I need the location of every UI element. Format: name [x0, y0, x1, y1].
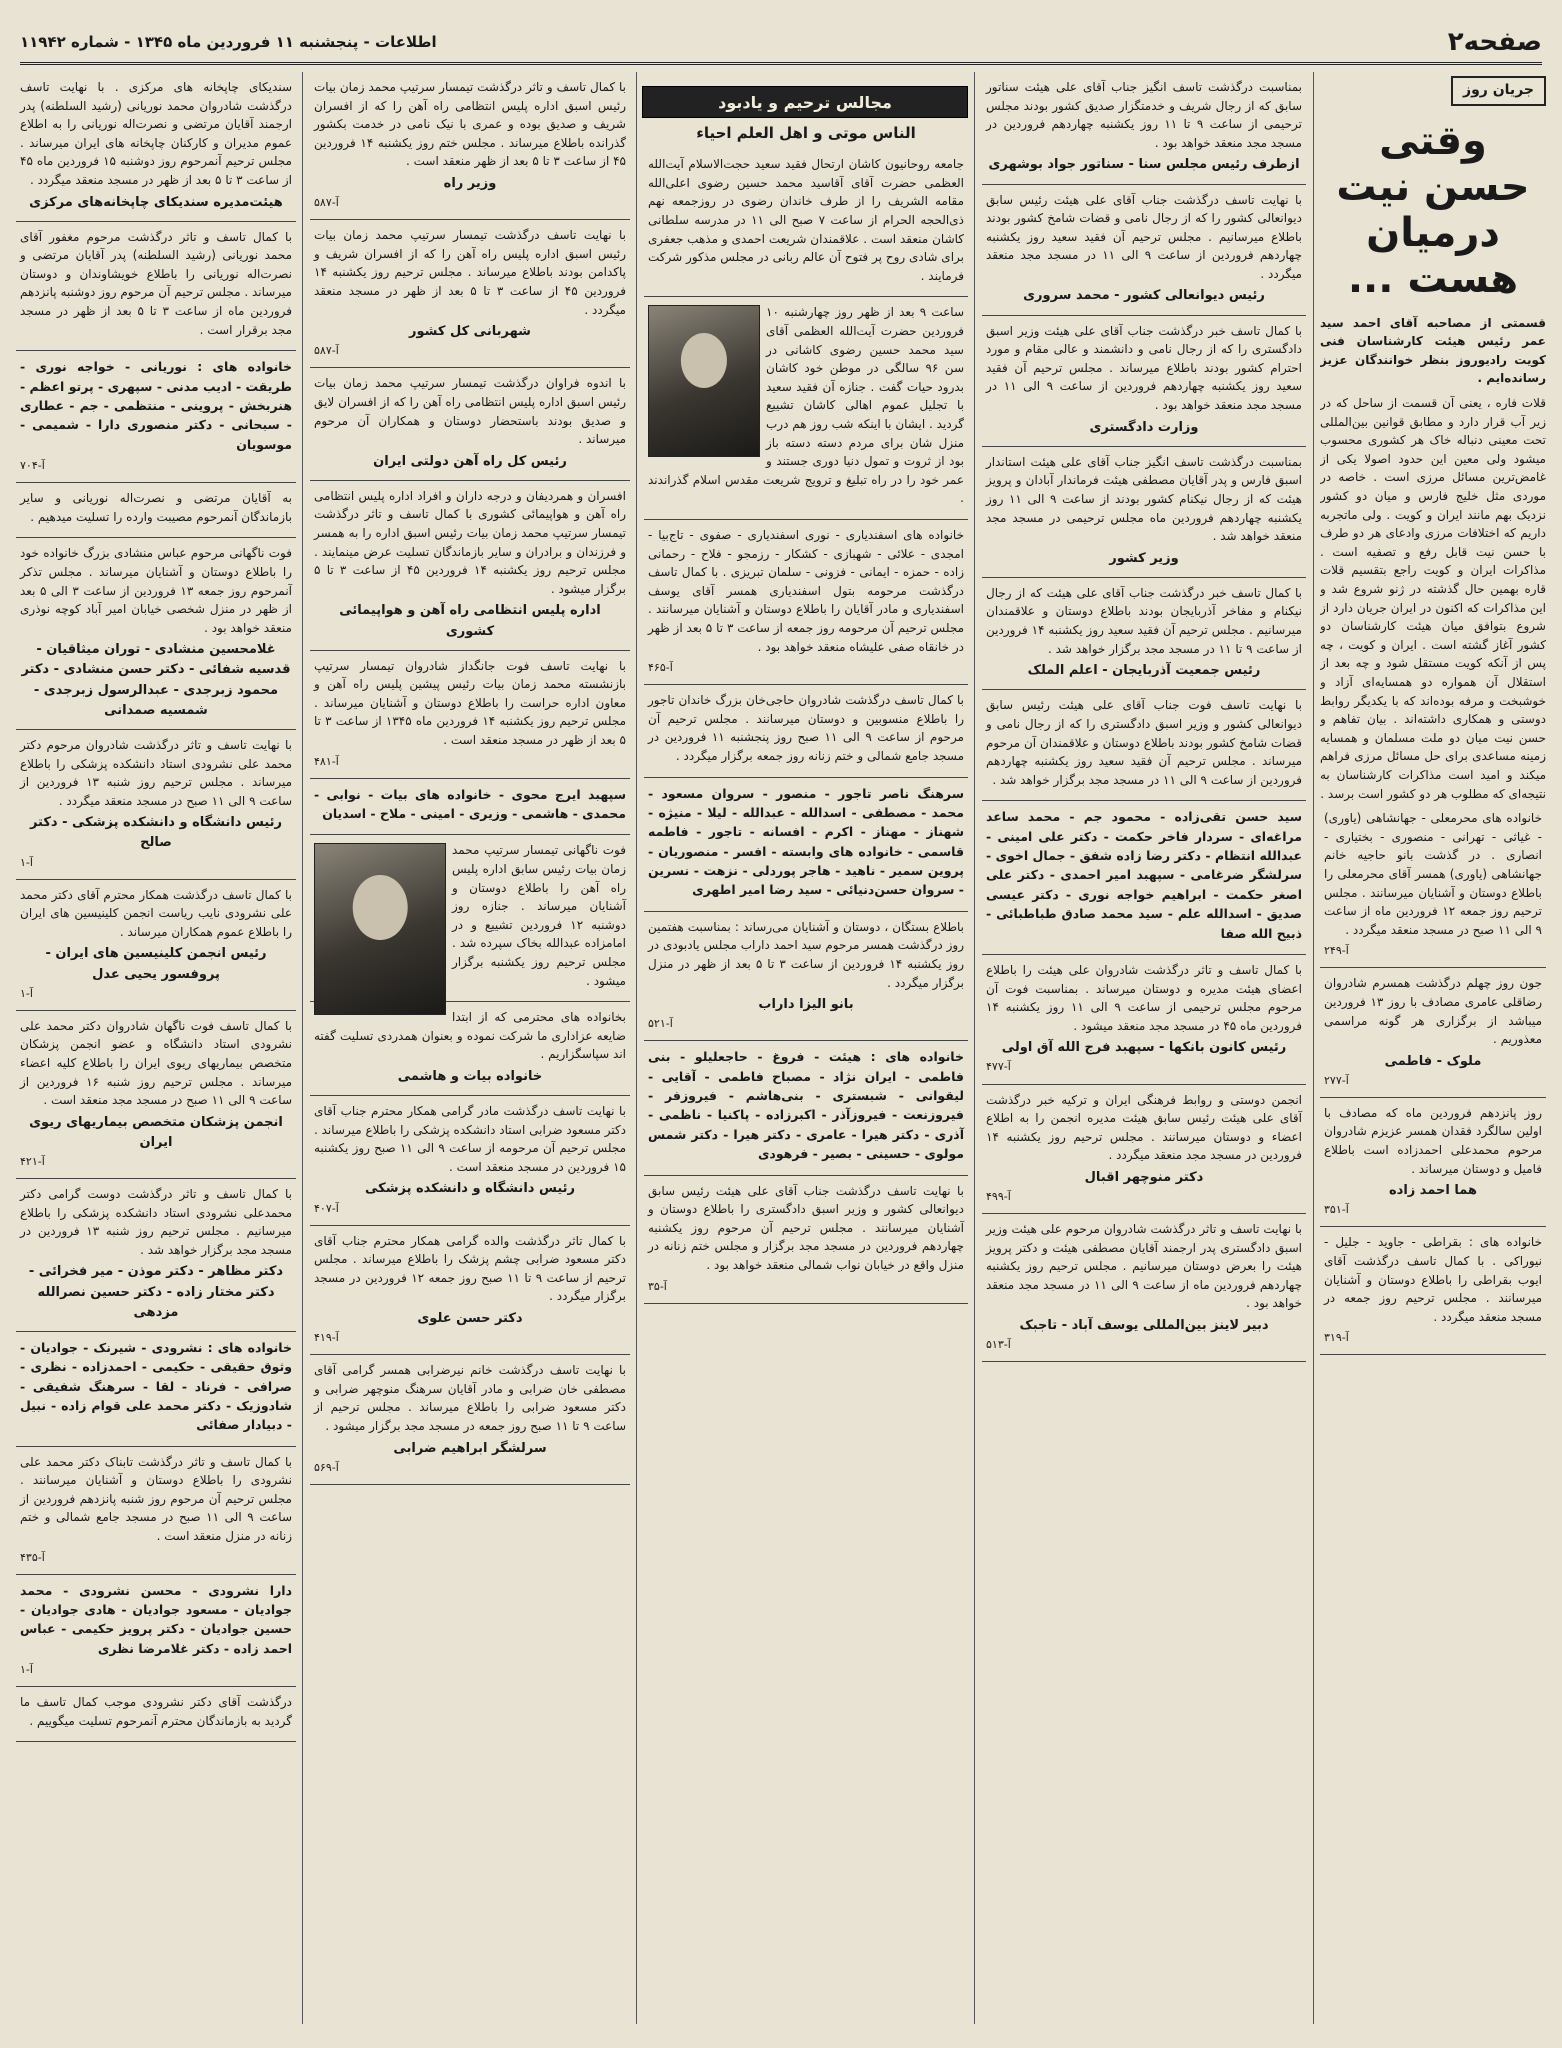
- notice: [644, 1041, 968, 1175]
- notice-signature: اداره پلیس انتظامی راه آهن و هواپیمائی کشوری: [339, 603, 601, 639]
- notice: [16, 483, 296, 538]
- notice-number: آ-۴۲۱: [20, 1154, 45, 1168]
- section-kicker: جریان روز: [1451, 76, 1546, 106]
- notice-signature: دکتر حسن علوی: [417, 1311, 523, 1327]
- notice-text: خانواده های : بقراطی - جاوید - جلیل - نیوراکی . با کمال تاسف درگذشت آقای ایوب بقراطی را باطلاع دوستان و آشنایان میرسانند . مجلس ترحیم روز جمعه در مسجد منعقد میگردد .: [1324, 1235, 1542, 1324]
- notice-signature: رئیس دانشگاه و دانشکده پزشکی - دکتر صالح: [29, 815, 283, 851]
- notice-number: آ-۵۱۳: [986, 1338, 1011, 1352]
- notice-text: با کمال تاسف خبر درگذشت جناب آقای علی هیئت که از رجال نیکنام و مفاخر آذربایجان بودند باطلاع دوستان و علاقمندان میرسانیم . مجلس ترحیم آن فقید سعید روز یکشنبه ۱۴ فروردین از ساعت ۹ تا ۱۱ در مسجد مجد برگزار خواهد شد .: [986, 585, 1302, 656]
- notice-number: آ-۵۲۱: [648, 1017, 673, 1031]
- notice-text: به آقایان مرتضی و نصرت‌اله نوریانی و سایر بازماندگان آنمرحوم مصیبت وارده را تسلیت میدهیم .: [20, 491, 292, 524]
- notice-number: آ-۳۵۱: [1324, 1203, 1349, 1217]
- notice: [1320, 968, 1546, 1098]
- notice-text: ساعت ۹ بعد از ظهر روز چهارشنبه ۱۰ فروردین حضرت آیت‌الله العظمی آقای سید محمد حسین رضوی کاشانی در سن ۹۶ سالگی در موطن خود کاشان بدرود حیات گفت . جنازه آن فقید سعید با تجلیل عموم اهالی کاشان تشییع گردید . ایشان با اینکه شب روز هم درب منزل شان برای مردم دسته دسته باز بود از ثروت و تمول دنیا دوری جستند و عمر خود را در راه تبلیغ و ترویج شریعت مقدس اسلام گذراندند .: [648, 305, 964, 506]
- notice-text: درگذشت آقای دکتر نشرودی موجب کمال تاسف ما گردید به بازماندگان محترم آنمرحوم تسلیت میگوییم .: [20, 1695, 292, 1728]
- notice-signature: رئیس کل راه آهن دولتی ایران: [373, 453, 567, 469]
- notice: [982, 578, 1306, 691]
- column-rule: [1313, 72, 1314, 2024]
- notice-text: خانواده های : هیئت - فروغ - حاجعلیلو - بنی فاطمی - ایران نژاد - مصباح فاطمی - آقایی - لیقوانی - شبستری - بنی‌هاشم - فیروزفر - فیروزنعت - فیروزآذر - اکبرزاده - پاکنیا - ناظمی - آذری - دکتر هیرا - عامری - دکتر هیرا - دکتر شمس مولوی - حسینی - بصیر - فرهودی: [648, 1049, 964, 1162]
- notice-signature: رئیس دانشگاه و دانشکده پزشکی: [364, 1181, 576, 1197]
- notice-text: خانواده های اسفندیاری - نوری اسفندیاری - صفوی - تاج‌بیا - امجدی - علائی - شهبازی - کشکار - رزمجو - فلاح - رحمانی زاده - حمزه - ایمانی - فزونی - سلمان تبریزی . با کمال تاسف درگذشت مرحومه بتول اسفندیاری همسر آقای یوسف اسفندیاری و مادر آقایان را باطلاع دوستان و آشنایان میرسانند . مجلس ترحیم آن مرحومه روز جمعه از ساعت ۳ تا ۵ بعد از ظهر در خانقاه صفی علیشاه منعقد خواهد بود .: [648, 527, 964, 654]
- notice: [310, 220, 630, 368]
- notice-text: خانواده های : نشرودی - شیرنک - جوادیان - وثوق حقیقی - حکیمی - احمدزاده - نظری - صرافی - فرناد - لقا - سرهنگ شفیقی - شادوزیک - دکتر محمد علی قوام زاده - نبیل - دبیادار صفائی: [20, 1339, 292, 1433]
- notice-text: خانواده های محرمعلی - جهانشاهی (یاوری) - غیاثی - تهرانی - منصوری - بختیاری - انصاری . در گذشت بانو حاجیه خانم جهانشاهی (یاوری) همسر آقای محرمعلی را باطلاع دوستان و آشنایان میرسانند . مجلس ترحیم روز جمعه ۱۲ فروردین ماه از ساعت ۹ الی ۱۱ صبح در مسجد منعقد میگردد .: [1324, 811, 1542, 937]
- notice-number: آ-۱: [20, 855, 33, 869]
- notice-number: آ-۲۷۷: [1324, 1073, 1349, 1087]
- notice-number: آ-۲۴۹: [1324, 944, 1349, 958]
- notice-text: با کمال تاسف خبر درگذشت جناب آقای علی هیئت وزیر اسبق دادگستری را که از رجال نامی و دانشمند و عالی مقام و مورد احترام کشور بودند باطلاع میرساند . مجلس ترحیم آن فقید سعید روز یکشنبه چهاردهم فروردین از ساعت ۹ الی ۱۱ در مسجد مجد منعقد خواهد بود .: [986, 323, 1302, 412]
- notice-text: سپهبد ایرج محوی - خانواده های بیات - نوابی - محمدی - هاشمی - وزیری - امینی - ملاح - اسدیان: [314, 786, 626, 822]
- notice-text: با اندوه فراوان درگذشت تیمسار سرتیپ محمد زمان بیات رئیس اسبق اداره پلیس انتظامی راه آهن را که از افسران لایق و صدیق بودند باستحضار دوستان و همکاران آن مرحوم میرساند .: [314, 376, 626, 447]
- notice: [16, 1687, 296, 1742]
- notice: [310, 835, 630, 1002]
- notice-text: سید حسن تقی‌زاده - محمود جم - محمد ساعد مراغه‌ای - سردار فاخر حکمت - دکتر علی امینی - عبدالله انتظام - دکتر رضا زاده شفق - جمال اخوی - سرلشگر ضرغامی - سپهبد امیر احمدی - دکتر علی اصغر حکمت - ابراهیم خواجه نوری - دکتر عیسی صدیق - اسدالله علم - سید محمد صادق طباطبائی - ذبیح الله صفا: [986, 809, 1302, 941]
- notice-text: با نهایت تاسف درگذشت تیمسار سرتیپ محمد زمان بیات رئیس اسبق اداره پلیس راه آهن را که از افسران شریف و پاکدامن بودند باطلاع میرساند . مجلس ترحیم روز یکشنبه ۱۴ فروردین ۴۵ از ساعت ۳ تا ۵ بعد از ظهر در مسجد منعقد میگردد .: [314, 228, 626, 317]
- notices-list: [1320, 803, 1546, 1355]
- notice-signature: وزیر راه: [443, 175, 497, 191]
- notice-number: آ-۴۸۱: [314, 754, 339, 768]
- notice: [16, 1011, 296, 1179]
- notice: [16, 1179, 296, 1332]
- notice: [310, 651, 630, 779]
- notice-text: با نهایت تاسف و تاثر درگذشت شادروان مرحوم دکتر محمد علی نشرودی استاد دانشکده پزشکی را باطلاع میرساند . مجلس ترحیم روز شنبه ۱۳ فروردین از ساعت ۹ الی ۱۱ صبح در مسجد منعقد میگردد .: [20, 737, 292, 808]
- notice-text: روز پانزدهم فروردین ماه که مصادف با اولین سالگرد فقدان همسر عزیزم شادروان مرحوم محمدعلی احمدزاده است باطلاع فامیل و دوستان میرساند .: [1324, 1105, 1542, 1176]
- notice-number: آ-۷۰۴: [20, 459, 45, 473]
- notice-text: با نهایت تاسف فوت جناب آقای علی هیئت رئیس سابق دیوانعالی کشور و وزیر اسبق دادگستری را که از رجال نامی و قضات شامخ کشور بودند باطلاع دوستان و علاقمندان آن مرحوم میرساند . مجلس ترحیم آن فقید سعید روز یکشنبه چهاردهم فروردین از ساعت ۹ الی ۱۱ در مسجد مجد برگزار خواهد شد .: [986, 698, 1302, 787]
- notice-signature: شهربانی کل کشور: [409, 324, 531, 340]
- notice: [16, 1332, 296, 1447]
- notice: [1320, 803, 1546, 968]
- notice: [982, 185, 1306, 316]
- notice: [982, 1085, 1306, 1215]
- notice-text: بخانواده های محترمی که از ابتدا ضایعه عزاداری ما شرکت نموده و بعنوان همدردی تسلیت گفته اند سپاسگزاریم .: [314, 1010, 626, 1062]
- notice: [16, 730, 296, 880]
- editorial-column: [1320, 72, 1546, 2024]
- notice-text: با کمال تاثر درگذشت والده گرامی همکار محترم جناب آقای دکتر مسعود ضرابی چشم پزشک را باطلاع میرساند . مجلس ترحیم از ساعت ۹ تا ۱۱ صبح روز جمعه ۱۲ فروردین در مسجد برگزار میگردد .: [314, 1233, 627, 1304]
- notice-text: افسران و همردیفان و درجه داران و افراد اداره پلیس انتظامی راه آهن و هواپیمائی کشوری با کمال تاسف و تاثر درگذشت تیمسار سرتیپ محمد زمان بیات رئیس اسبق اداره را به همسر و فرزندان و برادران و سایر بازماندگان تسلیت عرض مینمایند . مجلس ترحیم روز یکشنبه ۱۴ فروردین ۴۵ از ساعت ۳ تا ۵ برگزار میشود .: [314, 488, 627, 596]
- notice-signature: وزیر کشور: [1109, 550, 1179, 566]
- notice-signature: وزارت دادگستری: [1089, 419, 1199, 435]
- column-rule: [974, 72, 975, 2024]
- notice-text: با نهایت تاسف و تاثر درگذشت شادروان مرحوم علی هیئت وزیر اسبق دادگستری پدر ارجمند آقایان مصطفی هیئت و دکتر پرویز هیئت را بعرض دوستان میرسانیم . مجلس ترحیم روز یکشنبه چهاردهم فروردین ماه از ساعت ۹ الی ۱۱ در مسجد مجد منعقد خواهد بود .: [986, 1222, 1302, 1311]
- column-headline: الناس موتی و اهل العلم احیاء: [696, 124, 916, 142]
- notice-number: آ-۴۱۹: [314, 1331, 339, 1345]
- portrait-face: [681, 333, 727, 388]
- notice-signature: رئیس دیوانعالی کشور - محمد سروری: [1023, 288, 1265, 304]
- notice-text: با نهایت تاسف درگذشت مادر گرامی همکار محترم جناب آقای دکتر مسعود ضرابی استاد دانشکده پزشکی را باطلاع میرساند . مجلس ترحیم آن مرحومه از ساعت ۹ الی ۱۱ صبح روز یکشنبه ۱۵ فروردین در مسجد منعقد است .: [314, 1104, 627, 1174]
- notice-text: دارا نشرودی - محسن نشرودی - محمد جوادیان - مسعود جوادیان - هادی جوادیان - حسین جوادیان - دکتر پرویز حکیمی - عباس احمد زاده - دکتر غلامرضا نظری: [20, 1582, 292, 1656]
- notices-column-5: [16, 72, 296, 2024]
- notice: [1320, 1227, 1546, 1355]
- notice-text: با کمال تاسف درگذشت شادروان حاجی‌خان بزرگ خاندان تاجور را باطلاع منسوبین و دوستان میرسانند . مجلس ترحیم آن مرحوم از ساعت ۹ الی ۱۱ صبح روز پنجشنبه ۱۱ فروردین در مسجد جامع شمالی و ختم زنانه روز جمعه برگزار میگردد .: [648, 693, 964, 763]
- notice: [982, 801, 1306, 955]
- notice: [310, 1096, 630, 1226]
- section-banner: مجالس ترحیم و یادبود: [642, 86, 968, 118]
- notices-list: [644, 149, 968, 1303]
- notice: [1320, 1098, 1546, 1228]
- notice: [16, 222, 296, 352]
- notice-text: با نهایت تاسف درگذشت خانم نیرضرابی همسر گرامی آقای مصطفی خان ضرابی و مادر آقایان سرهنگ منوچهر ضرابی و دکتر مسعود ضرابی را باطلاع میرساند . مجلس ترحیم از ساعت ۹ تا ۱۱ صبح روز جمعه در مسجد مجد برگزار میشود .: [314, 1363, 626, 1434]
- notice-text: با کمال تاسف و تاثر درگذشت مرحوم مغفور آقای محمد نوریانی (رشید السلطنه) پدر آقایان مرتضی و نصرت‌اله نوریانی را باطلاع خویشاوندان و دوستان میرساند . مجلس ترحیم آن مرحوم روز دوشنبه پانزدهم فروردین ماه از ساعت ۳ تا ۵ بعد از ظهر در مسجد مجد برقرار است .: [20, 229, 292, 337]
- notices-column-3: [644, 72, 968, 2024]
- notice: [310, 1355, 630, 1485]
- notice: [310, 1226, 630, 1356]
- column-rule: [302, 72, 303, 2024]
- notice-text: باطلاع بستگان ، دوستان و آشنایان می‌رساند : بمناسبت هفتمین روز درگذشت همسر مرحوم سید احمد داراب مجلس یادبودی در روز یکشنبه ۱۴ فروردین از ساعت ۳ تا ۵ بعد از ظهر در منزل برگزار میگردد .: [648, 919, 965, 990]
- notice-text: با نهایت تاسف درگذشت جناب آقای علی هیئت رئیس سابق دیوانعالی کشور را که از رجال نامی و قضات شامخ کشور بودند باطلاع میرسانیم . مجلس ترحیم آن فقید سعید روز یکشنبه چهاردهم فروردین از ساعت ۹ الی ۱۱ در مسجد مجد منعقد میگردد .: [986, 192, 1302, 281]
- notice-number: آ-۵۸۷: [314, 344, 339, 358]
- notice-text: با کمال تاسف و تاثر درگذشت شادروان علی هیئت را باطلاع اعضای هیئت مدیره و دوستان میرساند . بمناسبت فوت آن مرحوم مجلس ترحیمی از ساعت ۹ الی ۱۱ روز یکشنبه ۱۴ فروردین ماه ۴۵ در مسجد مجد منعقد میشود .: [986, 962, 1302, 1033]
- notice-signature: دبیر لاینز بین‌المللی یوسف آباد - تاجبک: [1019, 1318, 1269, 1334]
- notice: [16, 1575, 296, 1688]
- notice-signature: رئیس جمعیت آذربایجان - اعلم الملک: [1027, 663, 1261, 679]
- notice-text: با کمال تاسف و تاثر درگذشت تیمسار سرتیپ محمد زمان بیات رئیس اسبق اداره پلیس انتظامی راه آهن را که از افسران شریف و صدیق بوده و عمری با نیک نامی در خدمت بکشور گذرانده باطلاع میرساند . مجلس ختم روز یکشنبه ۱۴ فروردین ۴۵ از ساعت ۳ تا ۵ بعد از ظهر منعقد است .: [314, 80, 626, 169]
- notice-text: خانواده های : نوریانی - خواجه نوری - طریقت - ادیب مدنی - سپهری - پرتو اعظم - هنربخش - پروینی - منتظمی - جم - عطاری - سبحانی - دکتر منصوری دارا - شمیمی - موسویان: [20, 359, 292, 452]
- column-rule: [636, 72, 637, 2024]
- notice-number: آ-۵۶۹: [314, 1460, 339, 1474]
- page-number: صفحه۲: [1447, 27, 1542, 57]
- notice-text: جامعه روحانیون کاشان ارتحال فقید سعید حجت‌الاسلام آیت‌الله العظمی حضرت آقای آقاسید محمد حسین رضوی اعلی‌الله مقامه الشریف را از طرف خاندان رضوی در روزجمعه نهم ذی‌الحجه الحرام از ساعت ۷ صبح الی ۱۱ در مدرسه سلطانی کاشان منعقد است . علاقمندان شریعت احمدی و مذهب جعفری برای شادی روح پر فتوح آن عالم ربانی در مجلس مذکور شرکت فرمایند .: [648, 157, 964, 283]
- notice-signature: سرلشگر ابراهیم ضرابی: [393, 1440, 547, 1456]
- notice-signature: دکتر مظاهر - دکتر موذن - میر فخرائی - دکتر مختار زاده - دکتر حسین نصرالله مزدهی: [28, 1264, 284, 1320]
- notice-number: آ-۴۳۵: [20, 1550, 45, 1564]
- notice: [644, 520, 968, 685]
- notice-text: با نهایت تاسف درگذشت جناب آقای علی هیئت رئیس سابق دیوانعالی کشور و وزیر اسبق دادگستری را باطلاع دوستان و آشنایان میرسانند . مجلس ترحیم آن مرحوم روز یکشنبه چهاردهم فروردین در مسجد مجد برگزار و مجلس ختم زنانه در منزل واقع در خیابان نواب شمالی منعقد خواهد بود .: [648, 1183, 964, 1272]
- notice: [644, 297, 968, 520]
- notice: [644, 912, 968, 1042]
- notice: [644, 149, 968, 297]
- notice-text: سرهنگ ناصر تاجور - منصور - سروان مسعود - محمد - مصطفی - اسدالله - عبدالله - لیلا - منیژه - شهناز - مهناز - اکرم - افسانه - تاجور - فاطمه قاسمی - خانواده های وابسته - افسر - منصوریان - پروین سمیر - ناهید - هاجر پوردلی - نزهت - نسرین - سروان حسن‌دنیائی - سید رضا امیر اطهری: [648, 785, 964, 898]
- notice: [644, 685, 968, 777]
- notice-number: آ-۱: [20, 986, 33, 1000]
- notice-signature: رئیس کانون بانکها - سپهبد فرج الله آق اولی: [1001, 1040, 1287, 1056]
- notice-number: آ-۴۶۵: [648, 661, 673, 675]
- notice: [16, 538, 296, 730]
- notices-column-4: [310, 72, 630, 2024]
- notice: [982, 447, 1306, 578]
- notice-text: فوت ناگهانی تیمسار سرتیپ محمد زمان بیات رئیس سابق اداره پلیس راه آهن را باطلاع دوستان و آشنایان میرساند . جنازه روز دوشنبه ۱۲ فروردین تشییع و در امامزاده عبدالله بخاک سپرده شد . مجلس ترحیم روز یکشنبه برگزار میشود .: [452, 843, 626, 988]
- notice: [310, 481, 630, 651]
- notice-signature: غلامحسین منشادی - توران میثاقیان - قدسیه شفائی - دکتر حسن منشادی - دکتر محمود زبرجدی - عبدالرسول زبرجدی - شمسیه صمدانی: [21, 642, 291, 718]
- notice-text: با کمال تاسف و تاثر درگذشت تابناک دکتر محمد علی نشرودی را باطلاع دوستان و آشنایان میرسانند . مجلس ترحیم آن مرحوم روز شنبه پانزدهم فروردین از ساعت ۹ الی ۱۱ صبح در مسجد جامع شمالی و ختم زنانه در منزل منعقد است .: [20, 1454, 292, 1544]
- notice: [310, 779, 630, 836]
- notice: [982, 72, 1306, 185]
- notice-signature: خانواده بیات و هاشمی: [397, 1068, 543, 1084]
- notice-text: با کمال تاسف درگذشت همکار محترم آقای دکتر محمد علی نشرودی نایب ریاست انجمن کلینیسین های ایران را باطلاع عموم همکاران میرساند .: [20, 887, 292, 939]
- notice-signature: هیئت‌مدیره سندیکای چاپخانه‌های مرکزی: [29, 194, 283, 210]
- notice: [982, 1214, 1306, 1362]
- notice-text: سندیکای چاپخانه های مرکزی . با نهایت تاسف درگذشت شادروان محمد نوریانی (رشید السلطنه) پدر ارجمند آقایان مرتضی و نصرت‌اله نوریانی را به اطلاع عموم مدیران و کارکنان چاپخانه های ایران میرساند . مجلس ترحیم آنمرحوم روز دوشنبه ۱۵ فروردین ماه ۴۵ از ساعت ۳ تا ۵ بعد از ظهر در مسجد منعقد میگردد .: [20, 80, 292, 187]
- notice: [16, 72, 296, 222]
- notice-text: انجمن دوستی و روابط فرهنگی ایران و ترکیه خبر درگذشت آقای علی هیئت رئیس سابق هیئت مدیره انجمن را به اطلاع اعضاء و دوستان میرسانند . مجلس ترحیم روز یکشنبه ۱۴ فروردین در مسجد مجد منعقد میگردد .: [986, 1092, 1302, 1163]
- notice-signature: رئیس انجمن کلینیسین های ایران - پروفسور یحیی عدل: [45, 946, 267, 982]
- notice-number: آ-۳۵: [648, 1279, 667, 1293]
- notice: [310, 368, 630, 481]
- notice: [16, 880, 296, 1011]
- masthead-line: اطلاعات - پنجشنبه ۱۱ فروردین ماه ۱۳۴۵ - شماره ۱۱۹۴۲: [20, 33, 437, 51]
- notice-text: با کمال تاسف و تاثر درگذشت دوست گرامی دکتر محمدعلی نشرودی استاد دانشکده پزشکی را باطلاع میرسانیم . مجلس ترحیم روز شنبه ۱۳ فروردین در مسجد مجد برگزار خواهد شد .: [20, 1187, 292, 1257]
- portrait-photo: [648, 305, 760, 457]
- notice: [982, 690, 1306, 801]
- notice-text: جون روز چهلم درگذشت همسرم شادروان رضاقلی عامری مصادف با روز ۱۳ فروردین میباشد از برگزاری هر گونه مراسمی معذوریم .: [1324, 976, 1542, 1047]
- editorial-intro: قسمتی از مصاحبه آقای احمد سید عمر رئیس هیئت کارشناسان فنی کویت رادیوروز بنظر خوانندگان عزیز رسانده‌ایم .: [1320, 315, 1546, 386]
- notice-number: آ-۵۸۷: [314, 196, 339, 210]
- portrait-face: [353, 875, 408, 940]
- notice: [16, 1447, 296, 1575]
- notice-text: با کمال تاسف فوت ناگهان شادروان دکتر محمد علی نشرودی استاد دانشگاه و عضو انجمن پزشکان متخصص بیماریهای ریوی ایران را باطلاع کلیه اعضاء میرساند . مجلس ترحیم روز شنبه ۱۶ فروردین از ساعت ۹ الی ۱۱ صبح در مسجد مجد منعقد است .: [20, 1018, 292, 1108]
- editorial-title: وقتی حسن نیت درمیان هست ...: [1336, 117, 1530, 302]
- notice-number: آ-۴۹۹: [986, 1190, 1011, 1204]
- notice: [982, 955, 1306, 1085]
- notice-signature: ملوک - فاطمی: [1384, 1053, 1482, 1069]
- notice-text: بمناسبت درگذشت تاسف انگیز جناب آقای علی هیئت سناتور سابق که از رجال شریف و خدمتگزار صدیق کشور بودند مجلس ترحیمی از ساعت ۹ تا ۱۱ روز یکشنبه چهاردهم فروردین در مسجد مجد منعقد خواهد بود .: [986, 80, 1302, 150]
- notice: [644, 778, 968, 912]
- notice-number: آ-۱: [20, 1663, 33, 1677]
- notice: [982, 316, 1306, 447]
- notice-number: آ-۴۰۷: [314, 1201, 339, 1215]
- notices-column-2: [982, 72, 1306, 2024]
- notice: [310, 72, 630, 220]
- notice-number: آ-۳۱۹: [1324, 1331, 1349, 1345]
- notice-signature: دکتر منوچهر اقبال: [1084, 1169, 1204, 1185]
- notice-signature: هما احمد زاده: [1389, 1183, 1477, 1199]
- notice-signature: ازطرف رئیس مجلس سنا - سناتور جواد بوشهری: [988, 157, 1300, 173]
- notice: [310, 1002, 630, 1096]
- notice-text: فوت ناگهانی مرحوم عباس منشادی بزرگ خانواده خود را باطلاع دوستان و آشنایان میرساند . مجلس تذکر آنمرحوم روز جمعه ۱۳ فروردین از ساعت ۳ الی ۵ بعد از ظهر در منزل شخصی خیابان امیر آباد کوچه نوذری منعقد خواهد بود .: [20, 546, 293, 635]
- notice-signature: بانو الیزا داراب: [758, 997, 854, 1013]
- notice-signature: انجمن پزشکان متخصص بیماریهای ریوی ایران: [29, 1114, 283, 1150]
- editorial-body: قلات فاره ، یعنی آن قسمت از ساحل که در زیر آب قرار دارد و مطابق قوانین بین‌المللی تحت معینی دنباله خاک هر کشوری محسوب میشود ولی معین این حدود اصولا یکی از غامض‌ترین مسائل مرزی است . خاصه در موردی مثل خلیج فارس و میان دو کشور نزدیک بهم مانند ایران و کویت . ولی ماتجربه داریم که اختلافات مرزی وادعای هر دو طرف با حسن نیت قابل رفع و تصفیه است . مذاکرات ایران و کویت راجع بتقسیم قلات قاره بهمین حال گذشته در ژنو شروع شد و این مذاکرات که اکنون در ایران جریان دارد از شروع بتوافق میان هیئت کارشناسان دو کشور آغاز گشته است . ایران و کویت ، چه پس از آنکه کویت مستقل شود و چه بعد از استقلال آن همواره دو همسایه‌ای آزاد و خوشبخت و مرفه بوده‌اند که با یکدیگر روابط دوستی و همکاری داشته‌اند . بیان تفاهم و حسن نیت میان دو ملت مسلمان و همسایه زمینه مساعدی برای حل مسائل مرزی فراهم میکند و امید است مذاکرات کارشناسان به نتیجه‌ای که مطلوب هر دو کشور است برسد .: [1320, 396, 1546, 801]
- notice: [644, 1176, 968, 1304]
- notice: [16, 351, 296, 483]
- notice-text: با نهایت تاسف فوت جانگداز شادروان تیمسار سرتیپ بازنشسته محمد زمان بیات رئیس پیشین پلیس راه آهن و معاون اداره حراست را باطلاع دوستان و آشنایان میرساند . مجلس ترحیم روز یکشنبه ۱۴ فروردین ماه ۱۳۴۵ از ساعت ۳ تا ۵ بعد از ظهر در مسجد منعقد است .: [314, 658, 627, 748]
- masthead: [20, 22, 1542, 65]
- banner-spacer: [644, 72, 968, 120]
- notice-text: بمناسبت درگذشت تاسف انگیز جناب آقای علی هیئت استاندار اسبق فارس و پدر آقایان مصطفی هیئت فرماندار آبادان و پرویز هیئت که از رجال نیکنام کشور بودند از ساعت ۹ الی ۱۱ روز یکشنبه چهاردهم فروردین ماه مجلس ترحیمی در مسجد مجد منعقد خواهد شد .: [986, 454, 1303, 544]
- portrait-photo: [314, 843, 446, 1015]
- notice-number: آ-۴۷۷: [986, 1060, 1011, 1074]
